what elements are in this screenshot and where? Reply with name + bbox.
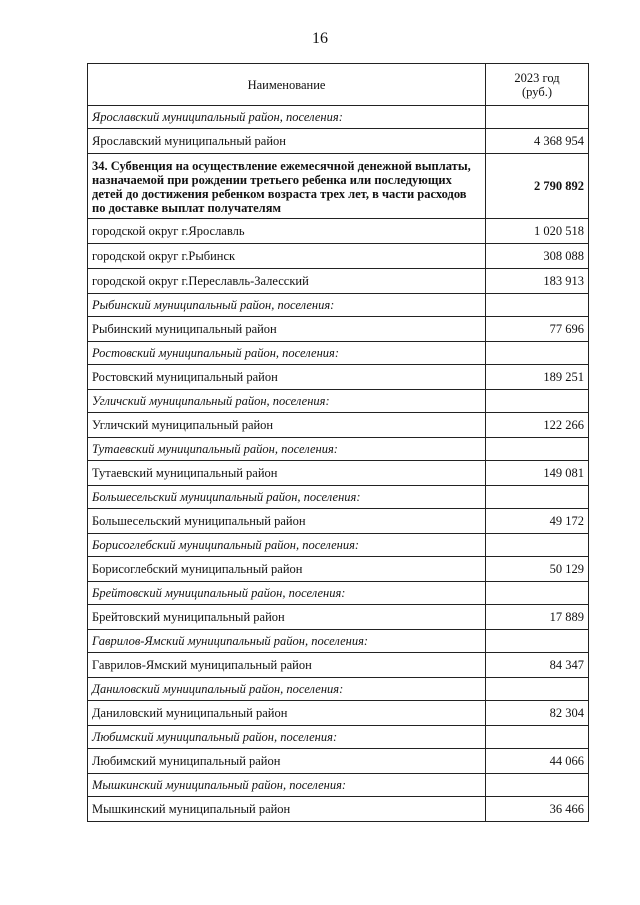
header-year-line1: 2023 год (514, 70, 560, 85)
group-row (88, 390, 589, 413)
group-row (88, 294, 589, 317)
table-row (88, 509, 589, 534)
row-name: Угличский муниципальный район (88, 413, 486, 438)
row-name: Тутаевский муниципальный район (88, 461, 486, 486)
row-value (486, 678, 589, 701)
row-value: 50 129 (486, 557, 589, 582)
table-row (88, 219, 589, 244)
row-name: Мышкинский муниципальный район (88, 797, 486, 822)
group-row (88, 486, 589, 509)
group-row (88, 534, 589, 557)
table-row (88, 653, 589, 678)
row-name: Тутаевский муниципальный район, поселения: (88, 438, 486, 461)
row-value: 308 088 (486, 244, 589, 269)
row-value: 183 913 (486, 269, 589, 294)
table-row (88, 269, 589, 294)
table-row (88, 461, 589, 486)
row-value (486, 534, 589, 557)
row-value (486, 726, 589, 749)
row-name: Борисоглебский муниципальный район, поселения: (88, 534, 486, 557)
row-name: Даниловский муниципальный район (88, 701, 486, 726)
table-row (88, 244, 589, 269)
row-name: Брейтовский муниципальный район (88, 605, 486, 630)
row-name: Ростовский муниципальный район, поселения: (88, 342, 486, 365)
row-value (486, 486, 589, 509)
row-name: городской округ г.Переславль-Залесский (88, 269, 486, 294)
row-value: 4 368 954 (486, 129, 589, 154)
row-name: Даниловский муниципальный район, поселения: (88, 678, 486, 701)
table-row (88, 365, 589, 390)
group-row (88, 678, 589, 701)
table-row (88, 129, 589, 154)
table-body (88, 106, 589, 822)
row-value (486, 630, 589, 653)
row-value: 189 251 (486, 365, 589, 390)
table-row (88, 557, 589, 582)
row-name: Ярославский муниципальный район (88, 129, 486, 154)
table-row (88, 701, 589, 726)
row-name: Рыбинский муниципальный район (88, 317, 486, 342)
row-name: Ростовский муниципальный район (88, 365, 486, 390)
row-name: Гаврилов-Ямский муниципальный район, поселения: (88, 630, 486, 653)
row-name: 34. Субвенция на осуществление ежемесячной денежной выплаты, назначаемой при рождении третьего ребенка или последующих детей до достижения ребенком возраста трех лет, в части расходов по доставке выплат получателям (88, 154, 486, 219)
section-row (88, 154, 589, 219)
row-value (486, 774, 589, 797)
table-header-row (88, 64, 589, 106)
row-value (486, 342, 589, 365)
row-name: Брейтовский муниципальный район, поселения: (88, 582, 486, 605)
header-year-line2: (руб.) (522, 84, 552, 99)
table-row (88, 749, 589, 774)
row-value (486, 582, 589, 605)
row-value: 17 889 (486, 605, 589, 630)
row-value: 149 081 (486, 461, 589, 486)
page-number: 16 (312, 30, 328, 47)
row-value (486, 294, 589, 317)
table-row (88, 413, 589, 438)
budget-table (87, 63, 589, 822)
table-row (88, 797, 589, 822)
row-name: Ярославский муниципальный район, поселения: (88, 106, 486, 129)
row-value (486, 390, 589, 413)
row-name: Гаврилов-Ямский муниципальный район (88, 653, 486, 678)
row-name: Борисоглебский муниципальный район (88, 557, 486, 582)
row-value: 122 266 (486, 413, 589, 438)
group-row (88, 438, 589, 461)
group-row (88, 630, 589, 653)
row-value (486, 106, 589, 129)
table-row (88, 317, 589, 342)
row-name: Большесельский муниципальный район, поселения: (88, 486, 486, 509)
row-value: 77 696 (486, 317, 589, 342)
row-value: 44 066 (486, 749, 589, 774)
row-value (486, 438, 589, 461)
row-name: Угличский муниципальный район, поселения: (88, 390, 486, 413)
group-row (88, 342, 589, 365)
row-value: 36 466 (486, 797, 589, 822)
row-name: Большесельский муниципальный район (88, 509, 486, 534)
group-row (88, 726, 589, 749)
row-name: городской округ г.Ярославль (88, 219, 486, 244)
row-name: Рыбинский муниципальный район, поселения: (88, 294, 486, 317)
row-value: 49 172 (486, 509, 589, 534)
row-name: Любимский муниципальный район, поселения: (88, 726, 486, 749)
row-name: Мышкинский муниципальный район, поселения: (88, 774, 486, 797)
row-value: 82 304 (486, 701, 589, 726)
group-row (88, 106, 589, 129)
row-value: 84 347 (486, 653, 589, 678)
group-row (88, 582, 589, 605)
header-year (486, 64, 589, 106)
row-value: 1 020 518 (486, 219, 589, 244)
group-row (88, 774, 589, 797)
row-value: 2 790 892 (486, 154, 589, 219)
table-row (88, 605, 589, 630)
row-name: городской округ г.Рыбинск (88, 244, 486, 269)
row-name: Любимский муниципальный район (88, 749, 486, 774)
header-name: Наименование (88, 64, 486, 106)
